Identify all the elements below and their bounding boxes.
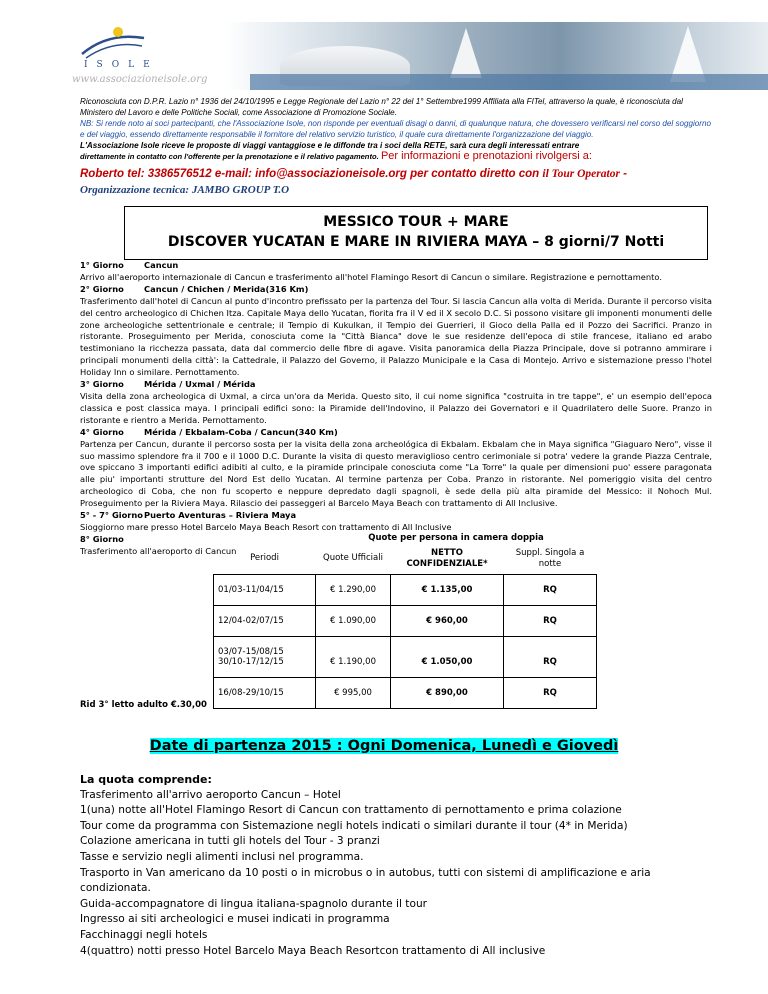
sail-image [450,28,482,78]
itinerary-text: Arrivo all'aeroporto internazionale di Cancun e trasferimento all'hotel Flamingo Resort di Cancun o similare. Registrazione e pernottamento. [80,271,662,282]
contact-text[interactable]: Roberto tel: 3386576512 e-mail: info@associazioneisole.org per contatto diretto con [80,168,540,180]
banner-url[interactable]: www.associazioneisole.org [72,74,208,85]
col-singola: Suppl. Singola a notte [515,547,585,569]
itinerary-text: Partenza per Cancun, durante il percorso sosta per la visita della zona archeológica di Ekbalam. Ekbalam che in Maya significa "Giaguaro Nero", visse il suo massimo splendore fra il 700 e il 1000 D.C. Durante la visita di questo meraviglioso centro cerimoniale si potra' vedere la grande Piazza Centrale, ove spiccano 3 importanti edifici adibiti al culto, e la piramide principale conosciuta come "La Torre" la quale per dimensioni puo' essere paragonata alle piu' importanti strutture del Nord Est dello Yucatan. Al termine partenza per Coba. Pranzo in ristorante. Nel pomeriggio visita del centro archeologico di Coba, che non fu scoperto e neppure depredato dagli spagnoli, è sede della più alta piramide del Messico: il Nohoch Mul. Proseguimento per la Riviera Maya. Rilascio dei passeggeri al Barcelo Maya Beach con trattamento di All Inclusive. [80,438,712,509]
list-item: Facchinaggi negli hotels [80,928,208,941]
table-row: 16/08-29/10/15 € 995,00 € 890,00 RQ [214,677,597,708]
itinerary-text: Visita della zona archeologica di Uxmal, a circa un'ora da Merida. Questo sito, il cui nome significa "costruita in tre tappe", e' un esempio dell'epoca classica e post classica maya. I principali edifici sono: la Piramide dell'Indovino, il Palazzo dei Governatori e il Quadrilatero delle Suore. Pranzo in ristorante e rientro a Merida. Pernottamento. [80,390,712,425]
sea-image [250,74,768,90]
col-netto: NETTO CONFIDENZIALE* [406,547,488,569]
price-caption: Quote per persona in camera doppia [368,533,544,543]
header-banner [70,22,768,90]
list-item: 4(quattro) notti presso Hotel Barcelo Maya Beach Resortcon trattamento di All inclusive [80,944,546,957]
itinerary-day: 3° Giorno Mérida / Uxmal / Mérida [80,379,256,390]
includes-heading: La quota comprende: [80,773,212,786]
direct-note: direttamente in contatto con l'offerente per la prenotazione e il relativo pagamento. [80,152,379,161]
proposal-note: L'Associazione Isole riceve le proposte di viaggi vantaggiose e le diffonde tra i soci della RETE, sarà cura degli interessati entrare [80,141,580,150]
itinerary [80,260,712,558]
list-item: Tour come da programma con Sistemazione negli hotels indicati o similari durante il tour (4* in Merida) [80,819,628,832]
list-item: Trasporto in Van americano da 10 posti o in microbus o in autobus, tutti con sistemi di amplificazione e aria condizionata. [80,866,651,895]
list-item: 1(una) notte all'Hotel Flamingo Resort di Cancun con trattamento di pernottamento e prima colazione [80,804,622,817]
isole-logo-icon [78,24,148,64]
itinerary-day: 5° - 7° GiornoPuerto Aventuras – Riviera Maya [80,510,297,521]
list-item: Ingresso ai siti archeologici e musei indicati in programma [80,913,390,926]
list-item: Tasse e servizio negli alimenti inclusi nel programma. [80,850,364,863]
includes-section [80,772,720,959]
price-table [213,533,597,709]
itinerary-day: 8° Giorno [80,533,124,544]
logo-text: ISOLE [84,60,159,70]
info-prefix: Per informazioni e prenotazioni rivolgersi a: [380,150,592,162]
nb-note: NB: Si rende noto ai soci partecipanti, che l'Associazione Isole, non risponde per eventuali disagi o danni, di qualunque natura, che dovessero verificarsi nel corso del soggiorno e del viaggio, essendo direttamente responsabile il fornitore del relativo servizio turistico, il quale cura direttamente l'organizzazione del viaggio. [80,119,711,139]
header-notes [80,96,715,162]
table-row: 12/04-02/07/15 € 1.090,00 € 960,00 RQ [214,605,597,636]
itinerary-text: Trasferimento dall'hotel di Cancun al punto d'incontro prefissato per la partenza del Tour. Si lascia Cancun alla volta di Merida. Durante il percorso visita del centro archeologico di Chichen Itza. Capitale Maya dello Yucatan, fiorita fra il V ed il X secolo D.C. Si possono visitare gli imponenti monumenti delle zone archeologiche settentrionale e centrale; il Tempio di Kukulkan, il Tempio dei Guerrieri, il Gioco della Palla ed il Pozzo dei Sacrifici. Pranzo in ristorante. Proseguimento per Merida, conosciuta come la "Città Bianca" dove le sue residenze dell'epoca di stile francese, italiano ed arabo testimoniano la ricchezza passata, data dal commercio delle fibre di agave. Visita panoramica della Piazza Principale, dove si potranno ammirare i principali monumenti della città': la Cattedrale, il Palazzo del Governo, il Palazzo Municipale e la Casa di Montejo. Arrivo e sistemazione presso l'hotel Holiday Inn o similare. Pernottamento. [80,295,712,378]
itinerary-day: 2° Giorno Cancun / Chichen / Merida(316 Km) [80,283,309,294]
itinerary-day: 1° Giorno Cancun [80,260,179,270]
tech-organization: Organizzazione tecnica: JAMBO GROUP T.O [80,184,290,196]
table-row: 01/03-11/04/15 € 1.290,00 € 1.135,00 RQ [214,574,597,605]
contact-dash: - [623,168,627,180]
col-periodi: Periodi [250,553,279,564]
title-box [124,206,708,260]
itinerary-text: Sioggiorno mare presso Hotel Barcelo Maya Beach Resort con trattamento di All Inclusive [80,521,452,532]
list-item: Trasferimento all'arrivo aeroporto Cancun – Hotel [80,788,341,801]
list-item: Colazione americana in tutti gli hotels del Tour - 3 pranzi [80,835,380,848]
contact-tour: il Tour Operator [542,168,620,180]
legal-note: Riconosciuta con D.P.R. Lazio n° 1936 del 24/10/1995 e Legge Regionale del Lazio n° 22 del 1° Settembre1999 Affiliata alla FITel, attraverso la quale, è riconosciuta dal Ministero del Lavoro e delle Politiche Sociali, come Associazione di Promozione Sociale. [80,97,683,117]
departure-dates: Date di partenza 2015 : Ogni Domenica, Lunedì e Giovedì [149,738,619,754]
list-item: Guida-accompagnatore di lingua italiana-spagnolo durante il tour [80,897,428,910]
contact-line [80,168,720,180]
third-bed-reduction: Rid 3° letto adulto €.30,00 [80,700,207,710]
itinerary-text: Trasferimento all'aeroporto di Cancun [80,545,237,556]
table-row: 03/07-15/08/15 30/10-17/12/15 € 1.190,00 € 1.050,00 RQ [214,636,597,677]
title-line1: MESSICO TOUR + MARE [323,214,509,230]
col-ufficiali: Quote Ufficiali [323,553,383,564]
itinerary-day: 4° Giorno Mérida / Ekbalam-Coba / Cancun(340 Km) [80,426,338,437]
title-line2: DISCOVER YUCATAN E MARE IN RIVIERA MAYA – 8 giorni/7 Notti [167,234,665,250]
